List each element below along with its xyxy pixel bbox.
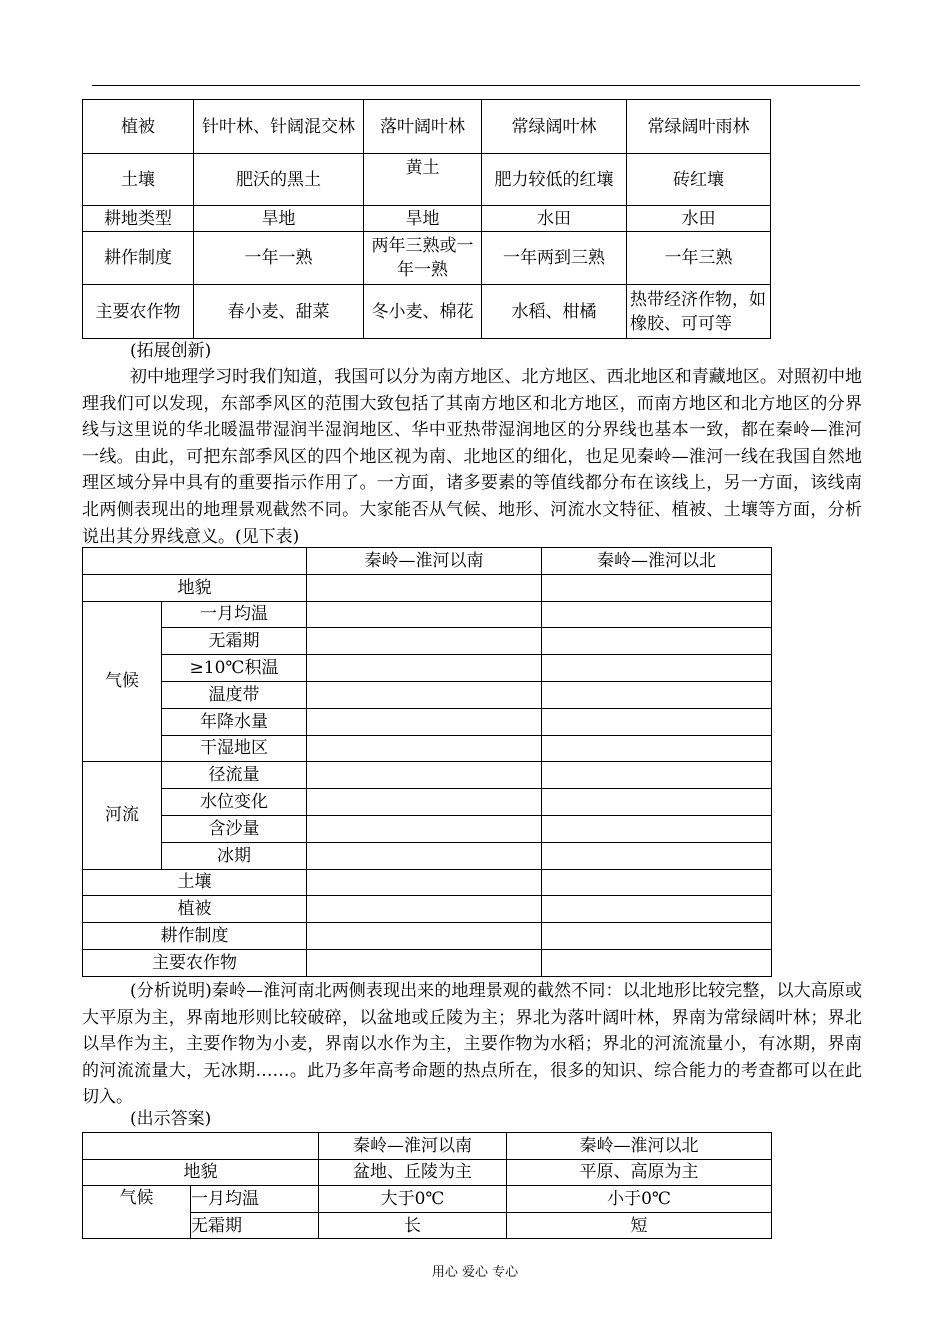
answer-cell: [307, 896, 542, 923]
table-cell: 常绿阔叶雨林: [627, 100, 771, 154]
row-label: 年降水量: [162, 708, 307, 735]
row-label: 主要农作物: [83, 285, 194, 339]
table-cell: 一年三熟: [627, 232, 771, 285]
group-label-climate: 气候: [83, 1186, 191, 1239]
table-row: [83, 285, 771, 339]
answer-cell: [542, 923, 772, 950]
answer-cell: [542, 708, 772, 735]
table-header-row: [83, 1133, 772, 1160]
table-cell: 常绿阔叶林: [482, 100, 627, 154]
table-cell: 热带经济作物，如橡胶、可可等: [627, 285, 771, 339]
answer-cell: [307, 869, 542, 896]
row-label: 干湿地区: [162, 735, 307, 762]
table-row: [83, 154, 771, 206]
regions-comparison-table: [82, 99, 771, 339]
boundary-worksheet-table: [82, 547, 772, 977]
section-extend-heading: (拓展创新): [130, 341, 212, 361]
table-row: [83, 1186, 772, 1213]
intro-paragraph: 初中地理学习时我们知道，我国可以分为南方地区、北方地区、西北地区和青藏地区。对照初中地理我们可以发现，东部季风区的范围大致包括了其南方地区和北方地区，而南方地区和北方地区的分界线与这里说的华北暖温带湿润半湿润地区、华中亚热带湿润地区的分界线也基本一致，都在秦岭—淮河一线。由此，可把东部季风区的四个地区视为南、北地区的细化，也足见秦岭—淮河一线在我国自然地理区域分异中具有的重要指示作用了。一方面，诸多要素的等值线都分布在该线上，另一方面，该线南北两侧表现出的地理景观截然不同。大家能否从气候、地形、河流水文特征、植被、土壤等方面，分析说出其分界线意义。(见下表): [82, 367, 862, 547]
table-row: [83, 789, 772, 816]
answer-cell: [307, 949, 542, 976]
table-cell: 针叶林、针阔混交林: [194, 100, 364, 154]
answer-cell: [307, 655, 542, 682]
row-label: 耕作制度: [83, 232, 194, 285]
row-label: 一月均温: [191, 1186, 319, 1213]
answer-cell: [542, 789, 772, 816]
row-label: 水位变化: [162, 789, 307, 816]
table-row: [83, 762, 772, 789]
table-row: [83, 574, 772, 601]
group-label-river: 河流: [83, 762, 162, 869]
answer-cell: 长: [319, 1212, 507, 1239]
table-row: [83, 628, 772, 655]
table-header-row: [83, 548, 772, 575]
row-label: 温度带: [162, 681, 307, 708]
table-row: [83, 232, 771, 285]
row-label: 土壤: [83, 869, 307, 896]
table-cell: 水稻、柑橘: [482, 285, 627, 339]
header-north: 秦岭—淮河以北: [542, 548, 772, 575]
group-label-climate: 气候: [83, 601, 162, 762]
row-label: 植被: [83, 100, 194, 154]
answer-cell: [307, 789, 542, 816]
answer-cell: [542, 842, 772, 869]
table-cell: 水田: [482, 206, 627, 232]
answer-cell: [542, 896, 772, 923]
row-label: 冰期: [162, 842, 307, 869]
answer-cell: [542, 574, 772, 601]
table-row: [83, 735, 772, 762]
table-row: [83, 869, 772, 896]
table-row: [83, 815, 772, 842]
row-label: 径流量: [162, 762, 307, 789]
table-cell: 两年三熟或一年一熟: [364, 232, 482, 285]
answer-cell: [542, 869, 772, 896]
answer-cell: [542, 735, 772, 762]
table-cell: 一年一熟: [194, 232, 364, 285]
answer-cell: [542, 762, 772, 789]
answer-cell: 大于0℃: [319, 1186, 507, 1213]
header-south: 秦岭—淮河以南: [319, 1133, 507, 1160]
answer-table: [82, 1132, 772, 1239]
answer-cell: [542, 681, 772, 708]
row-label: 无霜期: [191, 1212, 319, 1239]
row-label: ≥10℃积温: [162, 655, 307, 682]
header-north: 秦岭—淮河以北: [507, 1133, 772, 1160]
table-cell: 砖红壤: [627, 154, 771, 206]
answer-cell: [307, 681, 542, 708]
answer-cell: [307, 601, 542, 628]
analysis-paragraph: (分析说明)秦岭—淮河南北两侧表现出来的地理景观的截然不同：以北地形比较完整，以大高原或大平原为主，界南地形则比较破碎，以盆地或丘陵为主；界北为落叶阔叶林，界南为常绿阔叶林；界北以旱作为主，主要作物为小麦，界南以水作为主，主要作物为水稻；界北的河流流量小，有冰期，界南的河流流量大，无冰期……。此乃多年高考命题的热点所在，很多的知识、综合能力的考查都可以在此切入。: [82, 981, 862, 1108]
answer-cell: 盆地、丘陵为主: [319, 1159, 507, 1186]
page-footer: 用心 爱心 专心: [431, 1265, 519, 1280]
row-label-landform: 地貌: [83, 574, 307, 601]
table-row: [83, 896, 772, 923]
row-label-landform: 地貌: [83, 1159, 319, 1186]
row-label: 一月均温: [162, 601, 307, 628]
header-blank: [83, 1133, 319, 1160]
answer-cell: [542, 949, 772, 976]
answer-cell: [307, 628, 542, 655]
table-row: [83, 1159, 772, 1186]
answer-cell: 短: [507, 1212, 772, 1239]
table-cell: 肥力较低的红壤: [482, 154, 627, 206]
table-row: [83, 206, 771, 232]
answer-cell: [307, 762, 542, 789]
header-rule: [92, 85, 860, 86]
answer-cell: [542, 601, 772, 628]
table-row: [83, 655, 772, 682]
answer-cell: [307, 708, 542, 735]
answer-cell: [542, 655, 772, 682]
row-label: 含沙量: [162, 815, 307, 842]
table-row: [83, 708, 772, 735]
answer-cell: [542, 628, 772, 655]
answer-cell: [307, 815, 542, 842]
answer-cell: [307, 574, 542, 601]
table-cell: 旱地: [194, 206, 364, 232]
row-label: 植被: [83, 896, 307, 923]
section-answer-heading: (出示答案): [130, 1109, 212, 1129]
row-label: 土壤: [83, 154, 194, 206]
table-cell: 肥沃的黑土: [194, 154, 364, 206]
answer-cell: [542, 815, 772, 842]
answer-cell: [307, 842, 542, 869]
table-cell: 旱地: [364, 206, 482, 232]
table-row: [83, 601, 772, 628]
table-cell: 水田: [627, 206, 771, 232]
table-row: [83, 923, 772, 950]
row-label: 主要农作物: [83, 949, 307, 976]
header-south: 秦岭—淮河以南: [307, 548, 542, 575]
table-cell: 春小麦、甜菜: [194, 285, 364, 339]
table-cell: 一年两到三熟: [482, 232, 627, 285]
row-label: 无霜期: [162, 628, 307, 655]
answer-cell: [307, 923, 542, 950]
table-cell: 落叶阔叶林: [364, 100, 482, 154]
table-cell: 冬小麦、棉花: [364, 285, 482, 339]
table-row: [83, 949, 772, 976]
table-row: [83, 100, 771, 154]
table-row: [83, 842, 772, 869]
row-label: 耕作制度: [83, 923, 307, 950]
answer-cell: 小于0℃: [507, 1186, 772, 1213]
row-label: 耕地类型: [83, 206, 194, 232]
answer-cell: 平原、高原为主: [507, 1159, 772, 1186]
header-blank: [83, 548, 307, 575]
table-cell: 黄土: [364, 154, 482, 206]
table-row: [83, 681, 772, 708]
answer-cell: [307, 735, 542, 762]
